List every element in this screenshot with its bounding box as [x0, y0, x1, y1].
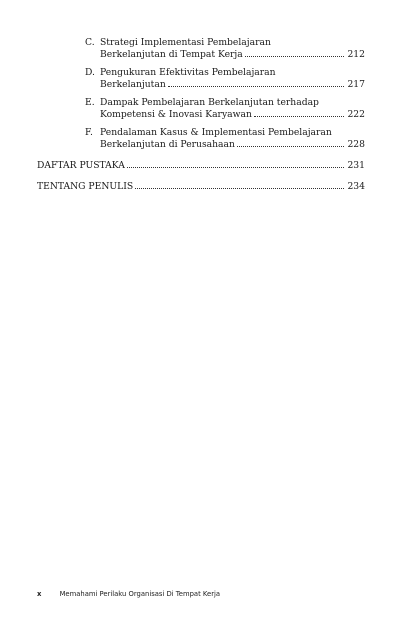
toc-entry-letter: E. [85, 97, 95, 108]
toc-section-page: 234 [347, 181, 365, 192]
page-number: x [37, 590, 42, 598]
dot-leader [127, 166, 345, 168]
toc-section-title: DAFTAR PUSTAKA [37, 160, 125, 171]
toc-entry-page: 217 [347, 79, 365, 90]
toc-entry-title-line1: Pengukuran Efektivitas Pembelajaran [100, 67, 276, 78]
toc-entry-letter: D. [85, 67, 95, 78]
dot-leader [254, 115, 345, 117]
toc-entry-title-line2: Berkelanjutan [100, 79, 166, 90]
toc-section-tentang-penulis[interactable] [37, 181, 365, 193]
page-footer [37, 590, 220, 598]
toc-entry-page: 212 [347, 49, 365, 60]
toc-entry-letter: C. [85, 37, 95, 48]
toc-entry-title-line1: Pendalaman Kasus & Implementasi Pembelajaran [100, 127, 332, 138]
toc-section-page: 231 [347, 160, 365, 171]
toc-entry-page: 228 [347, 139, 365, 150]
toc-section-daftar-pustaka[interactable] [37, 160, 365, 172]
dot-leader [135, 187, 344, 189]
toc-section-title: TENTANG PENULIS [37, 181, 134, 192]
toc-entry-title-line2: Berkelanjutan di Tempat Kerja [100, 49, 243, 60]
toc-entry-letter: F. [85, 127, 93, 138]
toc-entry-title-line2: Kompetensi & Inovasi Karyawan [100, 109, 252, 120]
toc-entry-title-line2: Berkelanjutan di Perusahaan [100, 139, 235, 150]
running-book-title: Memahami Perilaku Organisasi Di Tempat Kerja [59, 590, 221, 598]
dot-leader [168, 85, 345, 87]
toc-entry-title-line1: Strategi Implementasi Pembelajaran [100, 37, 271, 48]
toc-entry-title-line1: Dampak Pembelajaran Berkelanjutan terhadap [100, 97, 319, 108]
dot-leader [237, 145, 345, 147]
toc-entry-page: 222 [347, 109, 365, 120]
dot-leader [245, 55, 345, 57]
